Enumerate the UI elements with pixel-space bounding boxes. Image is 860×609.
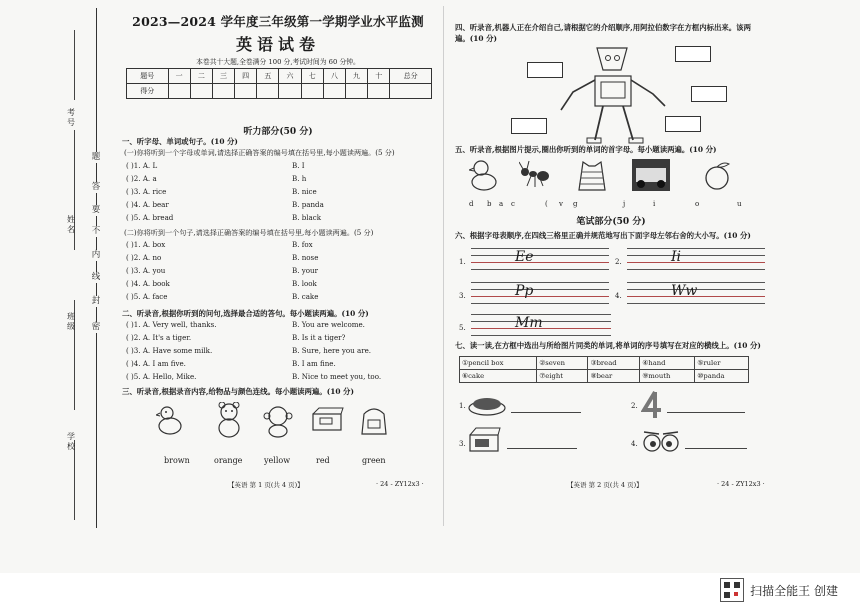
answer-box-5[interactable] (665, 116, 701, 132)
monkey-picture (262, 404, 294, 438)
school-write-line (74, 440, 75, 520)
given-letters: Ee (515, 249, 534, 265)
question-row (126, 292, 426, 304)
question-row (126, 174, 426, 186)
question-row-option-b: B. fox (292, 240, 313, 249)
score-cell (168, 84, 190, 99)
question-row-text: ( )1. A. box (126, 240, 166, 249)
score-row-label: 得分 (127, 84, 169, 99)
page-1-code: · 24 - ZY12x3 · (376, 480, 424, 488)
question-row (126, 240, 426, 252)
grid-line (471, 255, 609, 256)
question-row-text: ( )4. A. bear (126, 200, 169, 209)
score-cell (257, 84, 279, 99)
exam-number-label: 考号 (67, 108, 75, 127)
word-bank-table (459, 356, 749, 383)
question-row-text: ( )4. A. book (126, 279, 170, 288)
exam-subject: 英语试卷 (235, 35, 320, 54)
scanner-watermark-text: 扫描全能王 创建 (750, 583, 838, 598)
seal-char: 内 (91, 250, 101, 260)
word-bank-cell: ⑧bear (588, 370, 640, 383)
score-table (126, 68, 432, 99)
question-row-option-b: B. h (292, 174, 307, 183)
page-2-footer: 【英语 第 2 页(共 4 页)】 (567, 481, 643, 489)
question-row (126, 372, 426, 384)
exam-note: 本卷共十大题,全卷满分 100 分,考试时间为 60 分钟。 (196, 58, 360, 66)
grid-line (471, 269, 609, 270)
score-header-cell: 七 (301, 69, 323, 84)
score-cell (235, 84, 257, 99)
exam-page-1 (118, 8, 430, 528)
page-divider (443, 6, 444, 526)
question-row-option-b: B. nose (292, 253, 319, 262)
section-5-title: 五、听录音,根据图片提示,圈出你听到的单词的首字母。每小题读两遍。(10 分) (455, 145, 717, 154)
question-row-option-b: B. I am fine. (292, 359, 336, 368)
word-bank-cell: ③bread (588, 357, 640, 370)
question-row (126, 346, 426, 358)
grid-line (627, 269, 765, 270)
question-row (126, 279, 426, 291)
color-word-orange: orange (214, 456, 243, 465)
grid-line (471, 248, 609, 249)
initial-letter-option: v (559, 200, 563, 208)
question-row-option-b: B. Nice to meet you, too. (292, 372, 382, 381)
question-row (126, 253, 426, 265)
given-letters: Ww (671, 283, 698, 299)
initial-letter-option: u (737, 200, 742, 208)
score-header-cell: 五 (257, 69, 279, 84)
section-2-title: 二、听录音,根据你听到的问句,选择最合适的答句。每小题读两遍。(10 分) (122, 309, 369, 318)
question-row-option-b: B. You are welcome. (292, 320, 365, 329)
id-write-line (74, 30, 75, 100)
color-word-brown: brown (164, 456, 190, 465)
grid-line (471, 335, 611, 336)
question-row-option-b: B. cake (292, 292, 319, 301)
given-letters: Pp (515, 283, 534, 299)
class-label: 班级 (67, 312, 75, 331)
writing-item-number: 3. (459, 292, 466, 300)
answer-line-2[interactable] (667, 412, 745, 413)
jeep-picture (631, 158, 671, 192)
grid-line (471, 282, 609, 283)
exam-page-2 (455, 8, 767, 528)
grid-line (471, 289, 609, 290)
score-cell (323, 84, 345, 99)
initial-letter-option: c (511, 200, 515, 208)
bear-picture (214, 402, 244, 438)
seal-char: 封 (91, 296, 101, 306)
word-bank-cell: ②seven (537, 357, 588, 370)
given-letters: Ii (671, 249, 682, 265)
sec7-num: 1. (459, 402, 466, 410)
question-row-text: ( )2. A. a (126, 174, 157, 183)
grid-line (471, 262, 609, 263)
page-1-footer: 【英语 第 1 页(共 4 页)】 (228, 481, 304, 489)
four-line-grid (627, 248, 765, 272)
question-row (126, 161, 426, 173)
word-bank-cell: ①pencil box (460, 357, 537, 370)
pencil-box-picture-2 (467, 426, 503, 456)
question-row (126, 187, 426, 199)
section-1-part-1-instructions: (一)你将听到一个字母或单词,请选择正确答案的编号填在括号里,每小题读两遍。(5 分) (124, 148, 395, 157)
question-row-text: ( )2. A. It's a tiger. (126, 333, 192, 342)
color-word-green: green (362, 456, 386, 465)
score-header-cell: 九 (345, 69, 367, 84)
question-row-text: ( )5. A. bread (126, 213, 174, 222)
question-row-text: ( )3. A. Have some milk. (126, 346, 213, 355)
score-header-cell: 总分 (390, 69, 432, 84)
grid-line (471, 303, 609, 304)
question-row-option-b: B. black (292, 213, 322, 222)
question-row-option-b: B. Sure, here you are. (292, 346, 372, 355)
question-row (126, 200, 426, 212)
question-row-option-b: B. I (292, 161, 305, 170)
seal-char: 题 (91, 152, 101, 162)
initial-letter-option: i (653, 200, 656, 208)
score-cell (279, 84, 301, 99)
number-four-picture (641, 390, 663, 420)
cake-picture (467, 392, 507, 418)
grid-line (627, 262, 765, 263)
initial-letter-option: o (695, 200, 700, 208)
score-header-cell: 题号 (127, 69, 169, 84)
writing-section-title: 笔试部分(50 分) (576, 217, 646, 227)
answer-line-4[interactable] (685, 448, 747, 449)
initial-letter-option: ( (545, 200, 548, 208)
grid-line (627, 255, 765, 256)
scanner-logo-icon (720, 578, 744, 602)
given-letters: Mm (515, 315, 543, 331)
page-2-code: · 24 - ZY12x3 · (717, 480, 765, 488)
section-6-title: 六、根据字母表顺序,在四线三格里正确并规范地写出下面字母左邻右舍的大小写。(10 分) (455, 231, 751, 240)
binding-margin (0, 0, 112, 573)
answer-box-3[interactable] (691, 86, 727, 102)
section-4-title: 四、听录音,机器人正在介绍自己,请根据它的介绍顺序,用阿拉伯数字在方框内标出来。该两遍。(10 分) (455, 23, 751, 43)
word-bank-cell: ⑤ruler (695, 357, 749, 370)
grid-line (627, 303, 765, 304)
initial-letter-option: g (573, 200, 578, 208)
answer-box-2[interactable] (675, 46, 711, 62)
grid-line (471, 296, 609, 297)
color-word-yellow: yellow (264, 456, 291, 465)
question-row (126, 320, 426, 332)
question-row-option-b: B. your (292, 266, 318, 275)
question-row-text: ( )4. A. I am five. (126, 359, 186, 368)
score-header-cell: 三 (212, 69, 234, 84)
orange-picture (701, 160, 733, 192)
initial-letter-option: b (487, 200, 492, 208)
initial-letter-option: j (623, 200, 626, 208)
initial-letter-option: a (499, 200, 504, 208)
grid-line (627, 248, 765, 249)
question-row-option-b: B. Is it a tiger? (292, 333, 346, 342)
school-label: 学校 (67, 432, 75, 451)
scanner-watermark (720, 577, 838, 603)
color-word-red: red (316, 456, 330, 465)
ant-picture (519, 160, 549, 190)
score-cell (345, 84, 367, 99)
score-cell (368, 84, 390, 99)
question-row (126, 266, 426, 278)
question-row-text: ( )2. A. no (126, 253, 162, 262)
question-row-text: ( )3. A. rice (126, 187, 167, 196)
score-header-cell: 四 (235, 69, 257, 84)
answer-line-3[interactable] (507, 448, 577, 449)
sec7-num: 4. (631, 440, 638, 448)
duck-toy-picture (469, 158, 499, 192)
question-row-text: ( )1. A. L (126, 161, 158, 170)
score-header-cell: 一 (168, 69, 190, 84)
section-1-title: 一、听字母、单词或句子。(10 分) (122, 137, 238, 146)
seal-char: 答 (91, 182, 101, 192)
question-row-option-b: B. panda (292, 200, 324, 209)
answer-line-1[interactable] (511, 412, 581, 413)
score-cell (390, 84, 432, 99)
score-header-cell: 十 (368, 69, 390, 84)
score-header-cell: 六 (279, 69, 301, 84)
seal-char: 线 (91, 272, 101, 282)
question-row (126, 213, 426, 225)
schoolbag-picture (358, 404, 390, 438)
writing-item-number: 2. (615, 258, 622, 266)
answer-box-4[interactable] (511, 118, 547, 134)
question-row (126, 359, 426, 371)
section-1-part-2-instructions: (二)你将听到一个句子,请选择正确答案的编号填在括号里,每小题读两遍。(5 分) (124, 228, 374, 237)
word-bank-cell: ⑥cake (460, 370, 537, 383)
section-7-title: 七、读一读,在方框中选出与所给图片同类的单词,将单词的序号填写在对应的横线上。(10 分) (455, 341, 761, 350)
score-cell (301, 84, 323, 99)
question-row-text: ( )3. A. you (126, 266, 166, 275)
sec7-num: 2. (631, 402, 638, 410)
word-bank-cell: ⑩panda (695, 370, 749, 383)
question-row-text: ( )5. A. face (126, 292, 168, 301)
score-header-cell: 八 (323, 69, 345, 84)
four-line-grid (471, 248, 609, 272)
score-cell (212, 84, 234, 99)
word-bank-cell: ⑨mouth (640, 370, 695, 383)
score-header-cell: 二 (190, 69, 212, 84)
answer-box-1[interactable] (527, 62, 563, 78)
section-3-title: 三、听录音,根据录音内容,给物品与颜色连线。每小题读两遍。(10 分) (122, 387, 354, 396)
seal-char: 要 (91, 205, 101, 215)
pencil-box-picture (310, 406, 344, 436)
binding-rule (96, 8, 97, 528)
initial-letter-option: d (469, 200, 474, 208)
question-row-option-b: B. nice (292, 187, 317, 196)
seal-char: 密 (91, 322, 101, 332)
question-row-option-b: B. look (292, 279, 317, 288)
listening-section-title: 听力部分(50 分) (243, 127, 313, 137)
question-row-text: ( )1. A. Very well, thanks. (126, 320, 217, 329)
question-row (126, 333, 426, 345)
score-cell (190, 84, 212, 99)
eyes-picture (641, 428, 681, 456)
vest-picture (575, 158, 609, 192)
exam-title: 2023—2024 学年度三年级第一学期学业水平监测 (132, 14, 424, 29)
writing-item-number: 4. (615, 292, 622, 300)
name-label: 姓名 (67, 215, 75, 234)
four-line-grid (471, 282, 609, 306)
question-row-text: ( )5. A. Hello, Mike. (126, 372, 197, 381)
writing-item-number: 5. (459, 324, 466, 332)
sec7-num: 3. (459, 440, 466, 448)
duck-picture (156, 404, 184, 438)
word-bank-cell: ⑦eight (537, 370, 588, 383)
seal-char: 不 (91, 226, 101, 236)
word-bank-cell: ④hand (640, 357, 695, 370)
writing-item-number: 1. (459, 258, 466, 266)
